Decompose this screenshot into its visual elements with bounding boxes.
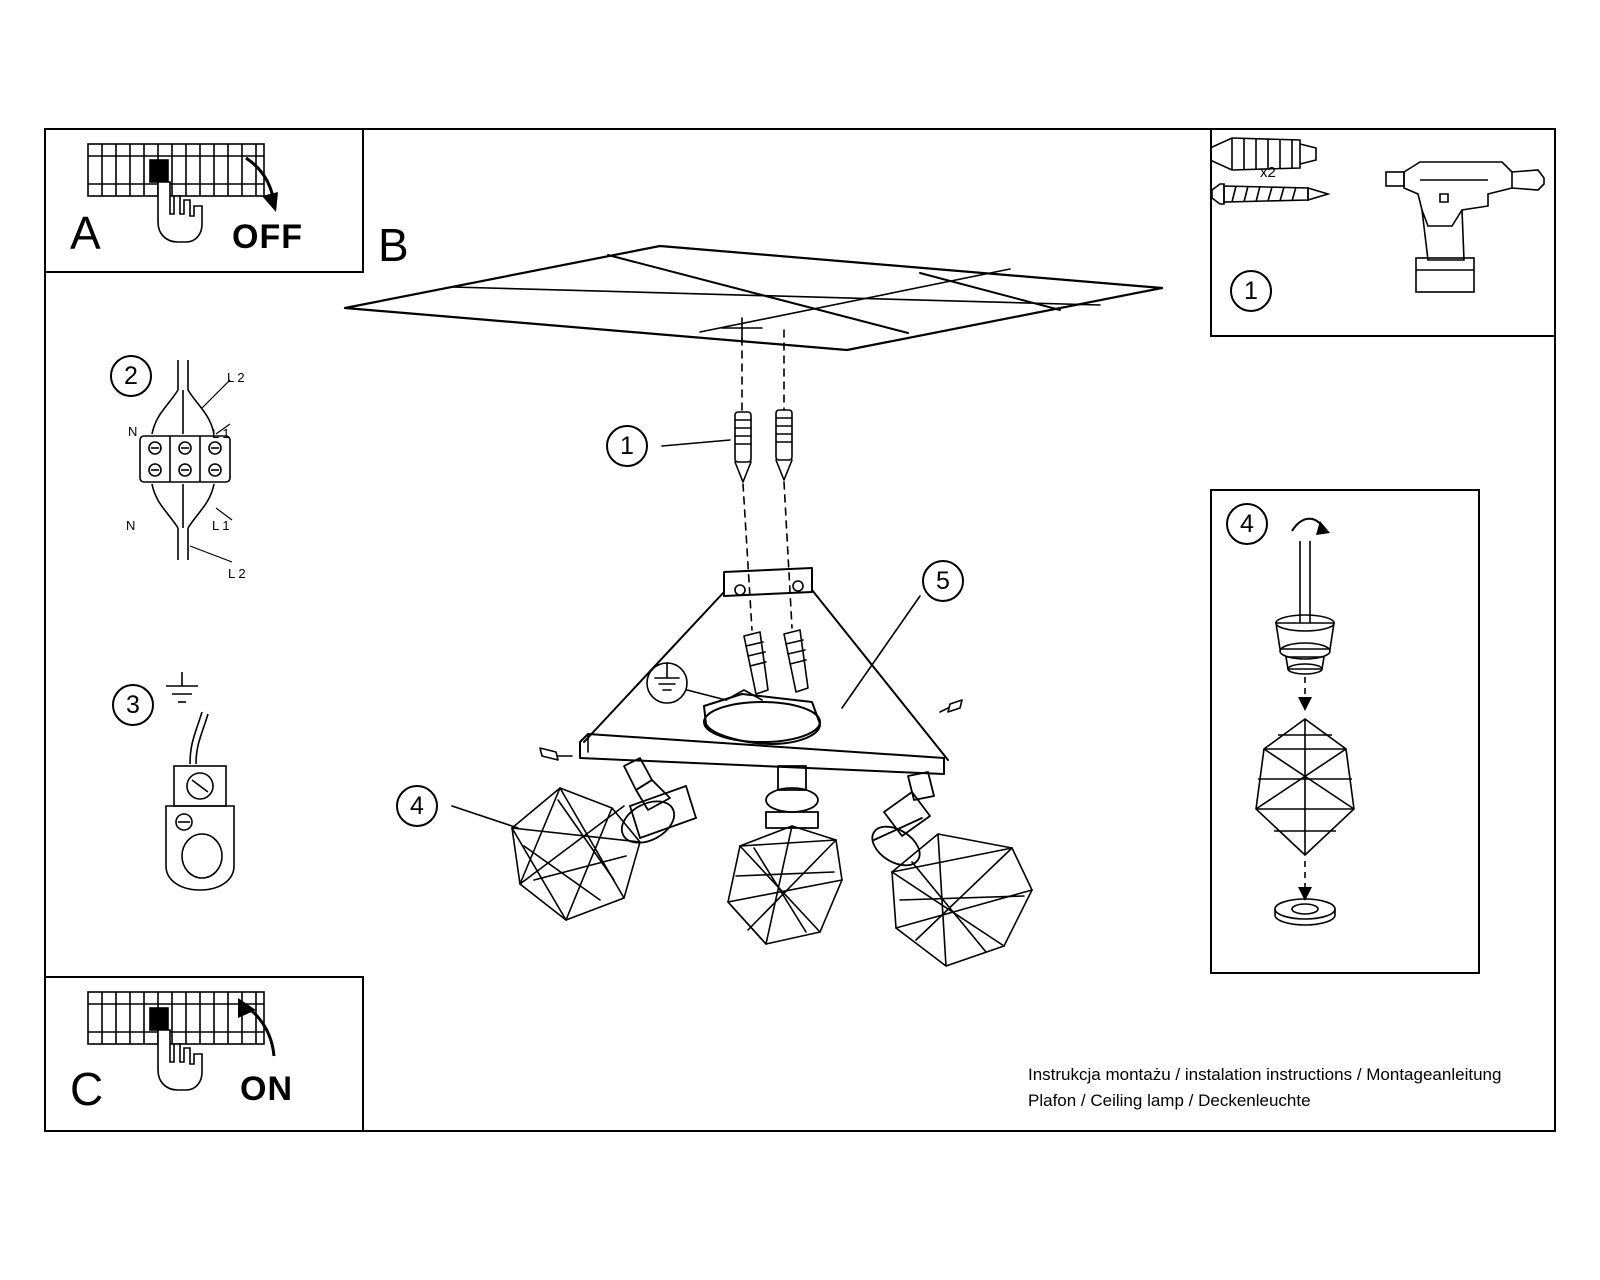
callout-step-1: 1 [606, 425, 648, 467]
panel-a-action-label: OFF [232, 218, 303, 256]
quantity-label: x2 [1260, 164, 1276, 181]
document-caption [1028, 1062, 1548, 1115]
caption-line-2: Plafon / Ceiling lamp / Deckenleuchte [1028, 1091, 1311, 1111]
panel-a-frame [44, 128, 364, 273]
wiring-label-bottom-n: N [126, 518, 136, 533]
panel-c-letter: C [70, 1063, 104, 1115]
panel-drill-frame [1210, 128, 1556, 337]
panel-a-letter: A [70, 207, 101, 259]
panel-drill-step-number: 1 [1230, 270, 1272, 312]
panel-c-action-label: ON [240, 1070, 293, 1108]
wiring-label-top-l1: L 1 [212, 426, 230, 441]
step-2-number: 2 [110, 355, 152, 397]
wiring-label-top-l2: L 2 [227, 370, 245, 385]
callout-step-5: 5 [922, 560, 964, 602]
panel-bulb-frame [1210, 489, 1480, 974]
callout-step-4: 4 [396, 785, 438, 827]
wiring-label-top-n: N [128, 424, 138, 439]
wiring-label-bottom-l1: L 1 [212, 518, 230, 533]
panel-bulb-step-number: 4 [1226, 503, 1268, 545]
earth-terminal-icon [150, 670, 300, 900]
terminal-block-wiring-icon [120, 350, 380, 600]
caption-line-1: Instrukcja montażu / instalation instructions / Montageanleitung [1028, 1065, 1502, 1084]
panel-c-frame [44, 976, 364, 1132]
wiring-label-bottom-l2: L 2 [228, 566, 246, 581]
step-3-number: 3 [112, 684, 154, 726]
panel-b-letter: B [378, 219, 409, 271]
bulb-cage-assembly-icon [1212, 491, 1478, 972]
